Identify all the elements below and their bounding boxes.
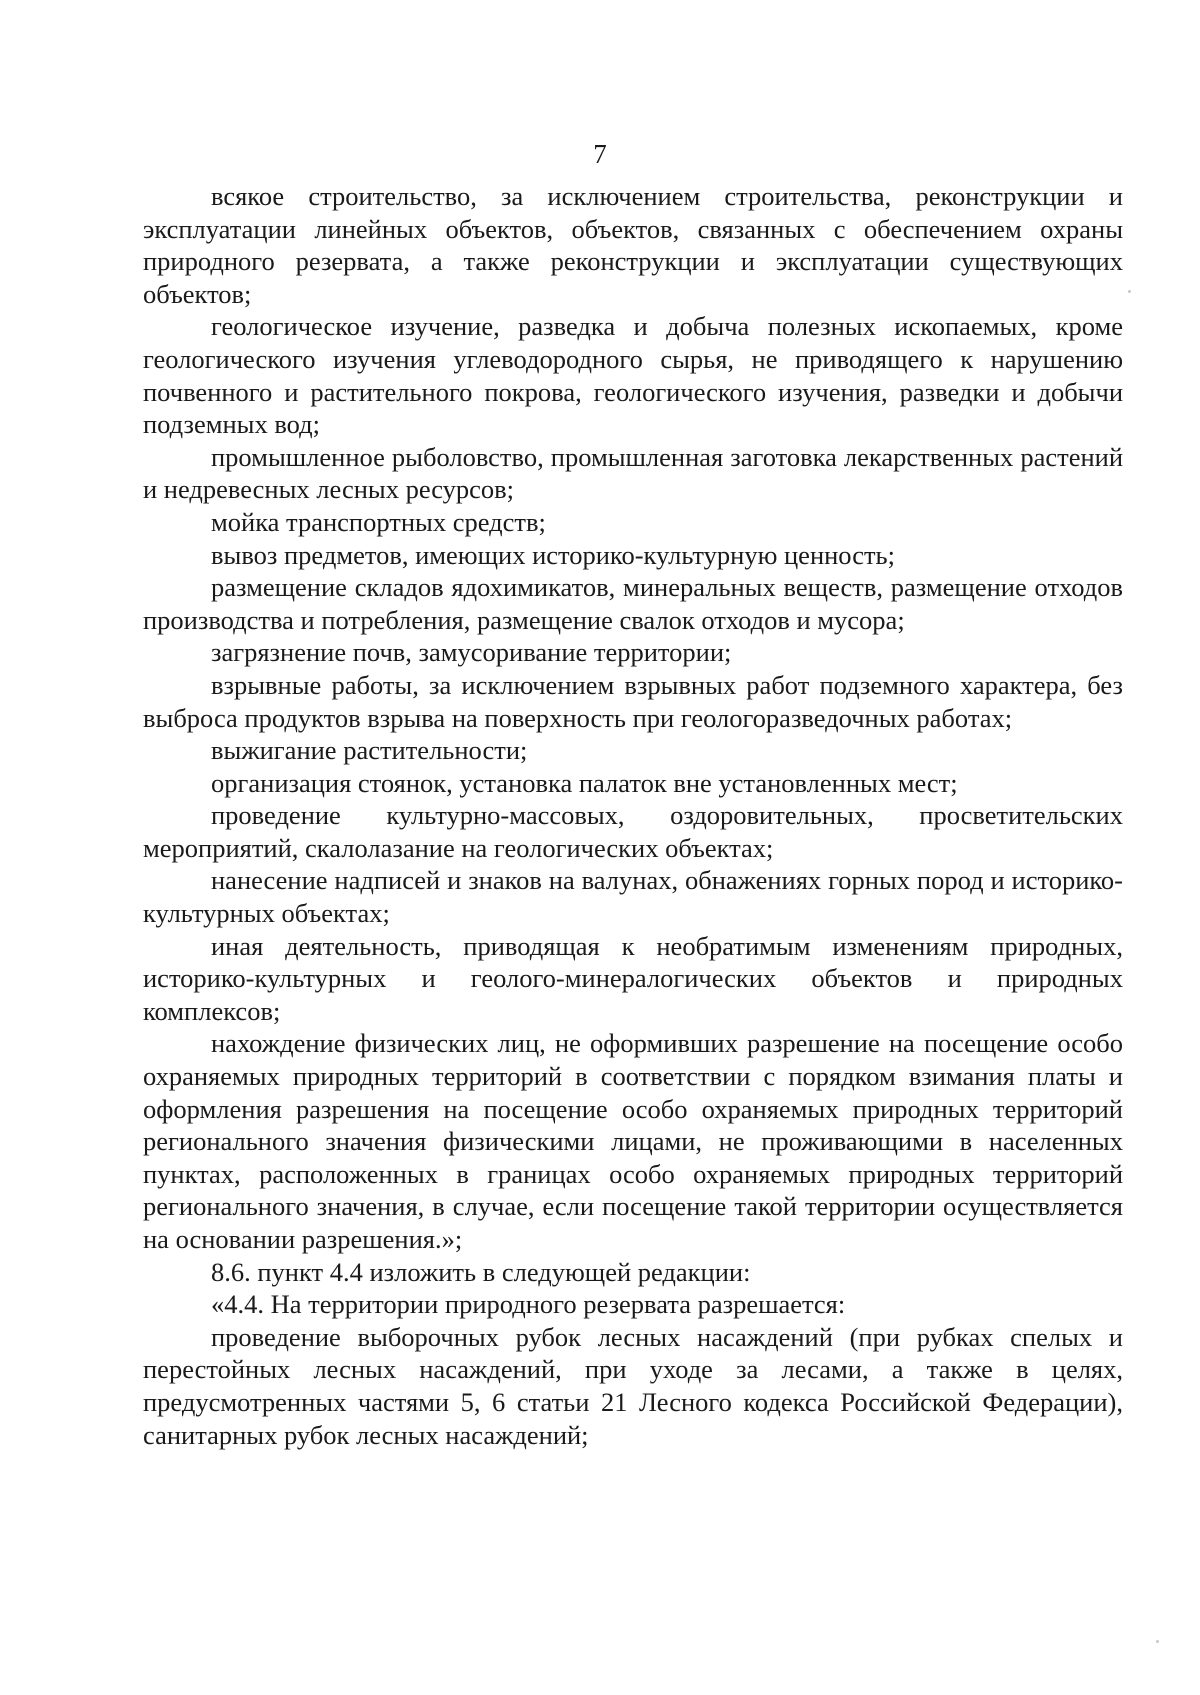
- paragraph: проведение культурно-массовых, оздоровительных, просветительских мероприятий, скалолазание на геологических объектах;: [143, 800, 1123, 863]
- paragraph: загрязнение почв, замусоривание территории;: [211, 637, 732, 668]
- scan-speck: [1156, 1640, 1159, 1643]
- paragraph: промышленное рыболовство, промышленная заготовка лекарственных растений и недревесных лесных ресурсов;: [143, 441, 1123, 505]
- paragraph: иная деятельность, приводящая к необратимым изменениям природных, историко-культурных и геолого-минералогических объектов и природных комплексов;: [143, 930, 1123, 1026]
- paragraph: мойка транспортных средств;: [211, 506, 546, 537]
- paragraph: всякое строительство, за исключением строительства, реконструкции и эксплуатации линейных объектов, объектов, связанных с обеспечением охраны природного резервата, а также реконструкции и эксплуатации существующих объектов;: [143, 181, 1123, 309]
- paragraph: «4.4. На территории природного резервата разрешается:: [211, 1289, 846, 1320]
- paragraph: вывоз предметов, имеющих историко-культурную ценность;: [211, 539, 896, 570]
- paragraph: организация стоянок, установка палаток вне установленных мест;: [211, 767, 958, 798]
- paragraph: проведение выборочных рубок лесных насаждений (при рубках спелых и перестойных лесных насаждений, при уходе за лесами, а также в целях, предусмотренных частями 5, 6 статьи 21 Лесного кодекса Российской Федерации), санитарных рубок лесных насаждений;: [143, 1321, 1123, 1450]
- page-number: 7: [593, 139, 607, 169]
- paragraph: нахождение физических лиц, не оформивших разрешение на посещение особо охраняемых природных территорий в соответствии с порядком взимания платы и оформления разрешения на посещение особо охраняемых природных территорий регионального значения физическими лицами, не проживающими в населенных пунктах, расположенных в границах особо охраняемых природных территорий регионального значения, в случае, если посещение такой территории осуществляется на основании разрешения.»;: [143, 1028, 1123, 1254]
- paragraph: выжигание растительности;: [211, 735, 528, 766]
- paragraph: геологическое изучение, разведка и добыча полезных ископаемых, кроме геологического изучения углеводородного сырья, не приводящего к нарушению почвенного и растительного покрова, геологического изучения, разведки и добычи подземных вод;: [143, 311, 1123, 440]
- scan-speck: [1128, 290, 1131, 293]
- paragraph: размещение складов ядохимикатов, минеральных веществ, размещение отходов производства и потребления, размещение свалок отходов и мусора;: [143, 572, 1123, 635]
- paragraph: нанесение надписей и знаков на валунах, обнажениях горных пород и историко-культурных объектах;: [143, 865, 1123, 929]
- paragraph: взрывные работы, за исключением взрывных работ подземного характера, без выброса продуктов взрыва на поверхность при геологоразведочных работах;: [143, 669, 1123, 733]
- paragraph: 8.6. пункт 4.4 изложить в следующей редакции:: [211, 1256, 751, 1287]
- document-body: [143, 180, 1123, 1451]
